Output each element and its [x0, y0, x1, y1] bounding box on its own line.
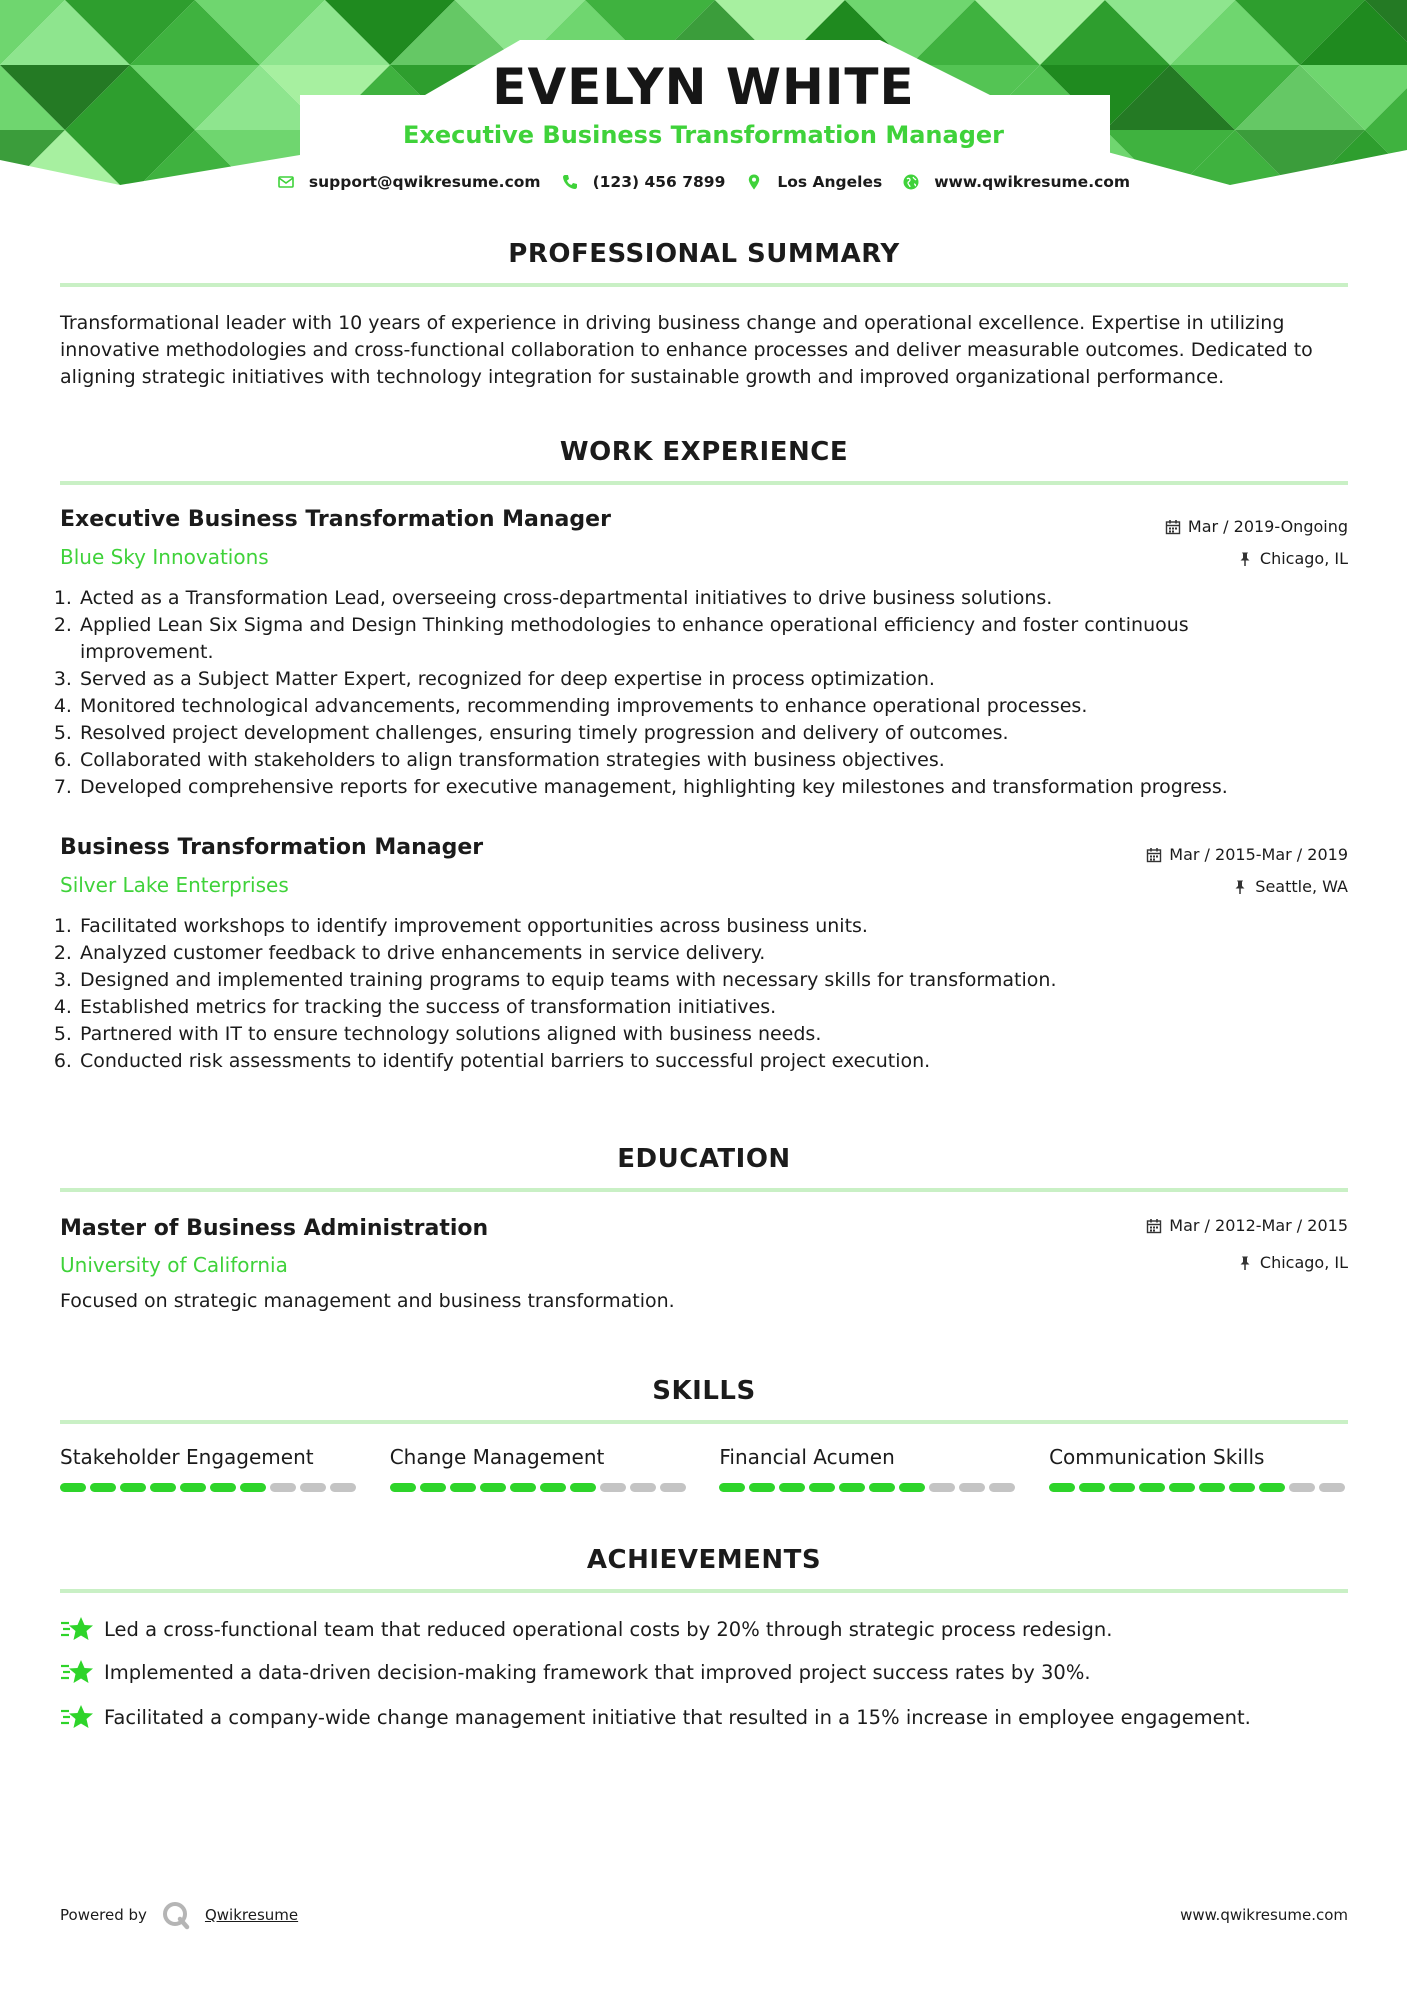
skill-item — [719, 1445, 1019, 1492]
skill-level-segment — [1259, 1483, 1285, 1492]
list-item: 5. Partnered with IT to ensure technology solutions aligned with business needs. — [78, 1021, 1318, 1048]
calendar-icon — [1146, 1218, 1162, 1234]
job-title: Business Transformation Manager — [60, 835, 484, 860]
list-item: 3. Designed and implemented training programs to equip teams with necessary skills for transformation. — [78, 967, 1318, 994]
achievement-text: Facilitated a company-wide change management initiative that resulted in a 15% increase in employee engagement. — [104, 1705, 1251, 1729]
skill-item — [60, 1445, 360, 1492]
skill-level-segment — [1319, 1483, 1345, 1492]
list-item: 1. Facilitated workshops to identify improvement opportunities across business units. — [78, 913, 1318, 940]
footer-powered-by — [60, 1900, 298, 1930]
skill-level-segment — [929, 1483, 955, 1492]
skill-level-segment — [180, 1483, 206, 1492]
skill-level-segment — [60, 1483, 86, 1492]
achievement-text: Led a cross-functional team that reduced operational costs by 20% through strategic process redesign. — [104, 1617, 1113, 1641]
skill-name: Communication Skills — [1049, 1445, 1265, 1469]
globe-icon — [902, 173, 920, 191]
experience-heading: WORK EXPERIENCE — [559, 437, 849, 467]
job-responsibilities — [56, 585, 1318, 801]
skill-level-bar — [1049, 1483, 1349, 1492]
list-item: 2. Analyzed customer feedback to drive enhancements in service delivery. — [78, 940, 1318, 967]
list-item: 4. Established metrics for tracking the success of transformation initiatives. — [78, 994, 1318, 1021]
achievement-item — [60, 1702, 1251, 1732]
skill-level-segment — [839, 1483, 865, 1492]
achievements-heading: ACHIEVEMENTS — [586, 1545, 822, 1575]
skill-level-segment — [959, 1483, 985, 1492]
skill-level-segment — [540, 1483, 566, 1492]
calendar-icon — [1146, 847, 1162, 863]
education-divider — [60, 1188, 1348, 1192]
achievement-text: Implemented a data-driven decision-making framework that improved project success rates by 30%. — [104, 1660, 1091, 1684]
skill-level-segment — [390, 1483, 416, 1492]
skill-level-segment — [480, 1483, 506, 1492]
list-item: 4. Monitored technological advancements, recommending improvements to enhance operational processes. — [78, 693, 1318, 720]
skill-level-segment — [90, 1483, 116, 1492]
skill-level-segment — [1139, 1483, 1165, 1492]
skill-level-bar — [60, 1483, 360, 1492]
job-dates-text: Mar / 2015-Mar / 2019 — [1169, 845, 1348, 864]
skills-divider — [60, 1420, 1348, 1424]
education-location-text: Chicago, IL — [1259, 1253, 1348, 1272]
skill-level-segment — [120, 1483, 146, 1492]
skill-level-segment — [809, 1483, 835, 1492]
job-responsibilities — [56, 913, 1318, 1075]
map-marker-icon — [745, 173, 763, 191]
skill-level-segment — [869, 1483, 895, 1492]
education-dates — [1146, 1216, 1348, 1235]
candidate-name: EVELYN WHITE — [492, 58, 915, 116]
contact-location: Los Angeles — [777, 173, 883, 191]
skill-level-segment — [1199, 1483, 1225, 1492]
contact-website[interactable]: www.qwikresume.com — [934, 173, 1131, 191]
star-trophy-icon — [60, 1657, 94, 1687]
skill-level-segment — [300, 1483, 326, 1492]
skill-level-segment — [420, 1483, 446, 1492]
education-dates-text: Mar / 2012-Mar / 2015 — [1169, 1216, 1348, 1235]
star-trophy-icon — [60, 1702, 94, 1732]
summary-text: Transformational leader with 10 years of experience in driving business change and operational excellence. Expertise in utilizing innovative methodologies and cross-functional collaboration to enhance processes and deliver measurable outcomes. Dedicated to aligning strategic initiatives with technology integration for sustainable growth and improved organizational performance. — [60, 312, 1313, 388]
education-description: Focused on strategic management and business transformation. — [60, 1290, 675, 1312]
envelope-icon — [277, 173, 295, 191]
qwikresume-logo-icon — [161, 1900, 191, 1930]
experience-divider — [60, 481, 1348, 485]
skill-level-segment — [630, 1483, 656, 1492]
list-item: 5. Resolved project development challenges, ensuring timely progression and delivery of outcomes. — [78, 720, 1318, 747]
summary-divider — [60, 283, 1348, 287]
list-item: 2. Applied Lean Six Sigma and Design Thinking methodologies to enhance operational efficiency and foster continuous improvement. — [78, 612, 1318, 666]
skill-level-segment — [600, 1483, 626, 1492]
achievement-item — [60, 1657, 1091, 1687]
skill-level-segment — [150, 1483, 176, 1492]
achievement-item — [60, 1614, 1112, 1644]
skill-level-bar — [719, 1483, 1019, 1492]
skills-grid — [60, 1445, 1350, 1492]
job-title: Executive Business Transformation Manager — [60, 507, 611, 532]
achievements-divider — [60, 1589, 1348, 1593]
skill-level-segment — [450, 1483, 476, 1492]
contact-phone[interactable]: (123) 456 7899 — [592, 173, 726, 191]
pushpin-icon — [1237, 551, 1253, 567]
powered-by-label: Powered by — [60, 1906, 147, 1924]
skill-level-segment — [989, 1483, 1015, 1492]
job-location — [1237, 549, 1348, 568]
skill-level-segment — [660, 1483, 686, 1492]
job-location — [1232, 877, 1348, 896]
job-dates — [1146, 845, 1348, 864]
list-item: 6. Collaborated with stakeholders to align transformation strategies with business objectives. — [78, 747, 1318, 774]
skill-level-bar — [390, 1483, 690, 1492]
skills-heading: SKILLS — [652, 1376, 756, 1406]
skill-level-segment — [899, 1483, 925, 1492]
education-heading: EDUCATION — [617, 1144, 791, 1174]
list-item: 7. Developed comprehensive reports for executive management, highlighting key milestones and transformation progress. — [78, 774, 1318, 801]
skill-level-segment — [1289, 1483, 1315, 1492]
job-location-text: Chicago, IL — [1259, 549, 1348, 568]
job-company: Blue Sky Innovations — [60, 545, 269, 569]
degree-title: Master of Business Administration — [60, 1216, 489, 1241]
skill-name: Stakeholder Engagement — [60, 1445, 314, 1469]
skill-level-segment — [510, 1483, 536, 1492]
skill-level-segment — [1229, 1483, 1255, 1492]
pushpin-icon — [1232, 879, 1248, 895]
job-dates — [1165, 517, 1348, 536]
skill-level-segment — [240, 1483, 266, 1492]
skill-level-segment — [719, 1483, 745, 1492]
footer-url[interactable]: www.qwikresume.com — [1180, 1906, 1348, 1924]
contact-email[interactable]: support@qwikresume.com — [308, 173, 541, 191]
list-item: 6. Conducted risk assessments to identify potential barriers to successful project execution. — [78, 1048, 1318, 1075]
skill-level-segment — [749, 1483, 775, 1492]
pushpin-icon — [1237, 1255, 1253, 1271]
list-item: 1. Acted as a Transformation Lead, overseeing cross-departmental initiatives to drive business solutions. — [78, 585, 1318, 612]
qwikresume-link[interactable]: Qwikresume — [204, 1906, 299, 1924]
skill-level-segment — [330, 1483, 356, 1492]
school-name: University of California — [60, 1253, 288, 1277]
phone-icon — [561, 173, 579, 191]
job-company: Silver Lake Enterprises — [60, 873, 289, 897]
skill-item — [1049, 1445, 1349, 1492]
skill-name: Change Management — [389, 1445, 605, 1469]
candidate-title: Executive Business Transformation Manager — [402, 121, 1004, 149]
list-item: 3. Served as a Subject Matter Expert, recognized for deep expertise in process optimization. — [78, 666, 1318, 693]
skill-level-segment — [1109, 1483, 1135, 1492]
skill-level-segment — [270, 1483, 296, 1492]
skill-level-segment — [779, 1483, 805, 1492]
skill-name: Financial Acumen — [719, 1445, 895, 1469]
skill-item — [390, 1445, 690, 1492]
contact-bar — [0, 173, 1407, 191]
education-location — [1237, 1253, 1348, 1272]
job-location-text: Seattle, WA — [1255, 877, 1348, 896]
skill-level-segment — [210, 1483, 236, 1492]
star-trophy-icon — [60, 1614, 94, 1644]
job-dates-text: Mar / 2019-Ongoing — [1187, 517, 1348, 536]
skill-level-segment — [1049, 1483, 1075, 1492]
skill-level-segment — [1169, 1483, 1195, 1492]
skill-level-segment — [570, 1483, 596, 1492]
skill-level-segment — [1079, 1483, 1105, 1492]
summary-heading: PROFESSIONAL SUMMARY — [508, 239, 900, 269]
calendar-icon — [1165, 519, 1181, 535]
